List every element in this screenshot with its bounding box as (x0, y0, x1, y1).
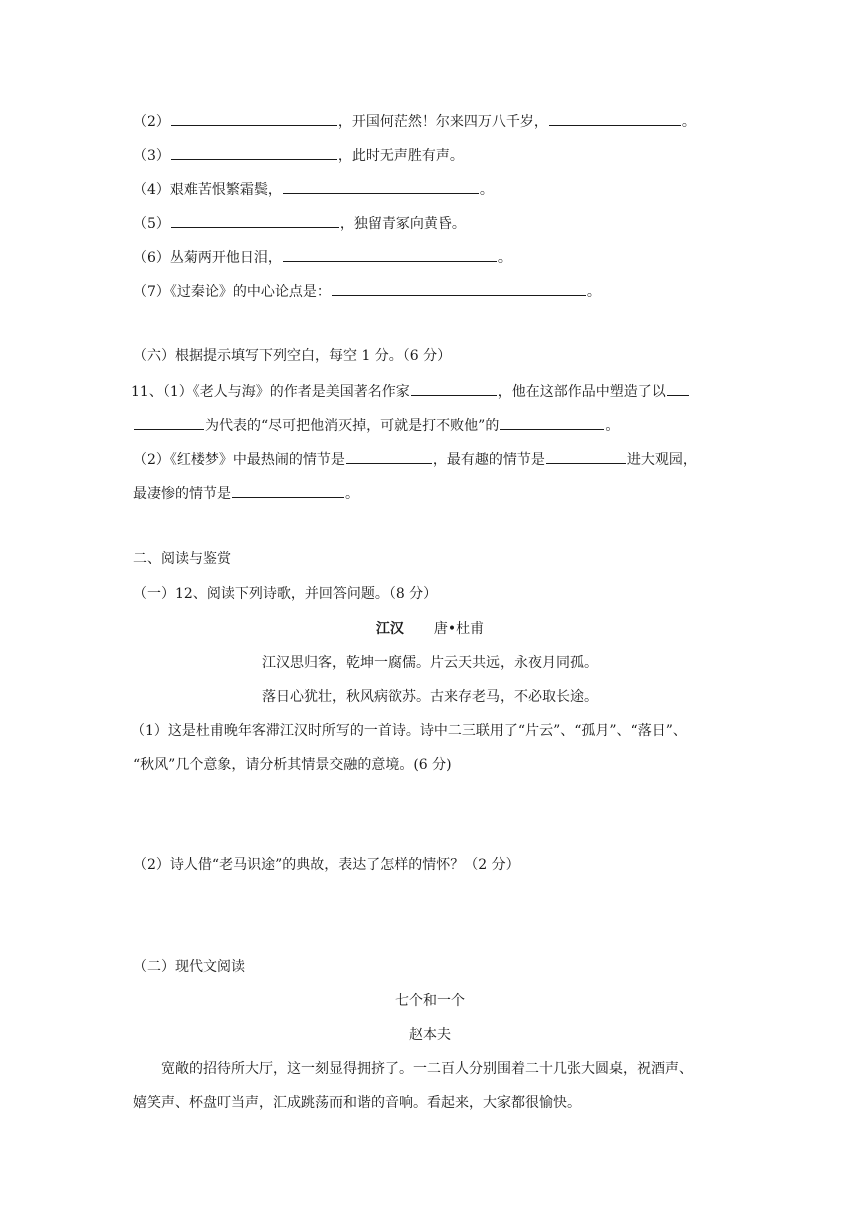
poem-line-2: 落日心犹壮，秋风病欲苏。古来存老马，不必取长途。 (262, 689, 598, 705)
q11-2-text-a: （2）《红楼梦》中最热闹的情节是 (133, 452, 345, 468)
poem-title-line (0, 619, 860, 639)
q11-part2-line2 (133, 483, 764, 504)
q4-text: （4）艰难苦恨繁霜鬓， (133, 182, 282, 198)
q3-number: （3） (133, 148, 170, 164)
part2-heading: 二、阅读与鉴赏 (133, 551, 231, 567)
answer-blank[interactable] (283, 179, 479, 194)
answer-blank[interactable] (411, 381, 497, 396)
answer-blank[interactable] (667, 381, 689, 396)
poem-title: 江汉 (375, 621, 404, 637)
poem-q1-line1: （1）这是杜甫晚年客滞江汉时所写的一首诗。诗中二三联用了“片云”、“孤月”、“落日”、 (131, 723, 687, 739)
section6-heading: （六）根据提示填写下列空白，每空 1 分。（6 分） (133, 348, 452, 364)
q11-text-a: 11、（1）《老人与海》的作者是美国著名作家 (131, 384, 410, 400)
answer-blank[interactable] (549, 111, 681, 126)
article-para1-line1: 宽敞的招待所大厅，这一刻显得拥挤了。一二百人分别围着二十几张大圆桌，祝酒声、 (161, 1061, 693, 1077)
q2-number: （2） (133, 114, 170, 130)
q11-part1-line1 (131, 381, 764, 402)
q11-text-b: ，他在这部作品中塑造了以 (497, 384, 666, 400)
answer-blank[interactable] (134, 415, 204, 430)
answer-blank[interactable] (232, 483, 344, 498)
fill-in-q3 (133, 145, 764, 166)
fill-in-q4 (133, 179, 764, 200)
fill-in-q2 (133, 111, 764, 132)
q11-2-end: 。 (345, 486, 359, 502)
q11-2-text-b: ，最有趣的情节是 (432, 452, 545, 468)
q2-text: ，开国何茫然！尔来四万八千岁， (337, 114, 548, 130)
q11-part1-line2 (133, 415, 764, 436)
poem-question: （一）12、阅读下列诗歌，并回答问题。（8 分） (133, 586, 438, 602)
fill-in-q5 (133, 213, 764, 234)
q7-end: 。 (586, 284, 601, 300)
q11-text-c: 为代表的“尽可把他消灭掉，可就是打不败他”的 (205, 418, 500, 434)
answer-blank[interactable] (171, 111, 337, 126)
q2-end: 。 (681, 114, 696, 130)
answer-blank[interactable] (546, 449, 626, 464)
poem-q2: （2）诗人借“老马识途”的典故，表达了怎样的情怀？（2 分） (133, 857, 520, 873)
modern-heading: （二）现代文阅读 (133, 959, 245, 975)
poem-author: 唐•杜甫 (433, 621, 485, 637)
q6-end: 。 (497, 250, 512, 266)
answer-blank[interactable] (332, 281, 586, 296)
poem-q1-line2: “秋风”几个意象，请分析其情景交融的意境。(6 分) (133, 757, 452, 773)
fill-in-q6 (133, 247, 764, 268)
poem-line-1: 江汉思归客，乾坤一腐儒。片云天共远，永夜月同孤。 (262, 655, 598, 671)
article-para1-line2: 嬉笑声、杯盘叮当声，汇成跳荡而和谐的音响。看起来，大家都很愉快。 (133, 1095, 581, 1111)
fill-in-q7 (133, 281, 764, 302)
q5-text: ，独留青冢向黄昏。 (339, 216, 466, 232)
answer-blank[interactable] (283, 247, 497, 262)
q7-text: （7）《过秦论》的中心论点是： (133, 284, 331, 300)
article-title: 七个和一个 (395, 993, 465, 1009)
answer-blank[interactable] (500, 415, 604, 430)
answer-blank[interactable] (171, 145, 337, 160)
q4-end: 。 (479, 182, 494, 198)
q3-text: ，此时无声胜有声。 (337, 148, 464, 164)
q11-2-text-c: 进大观园， (626, 452, 697, 468)
article-author: 赵本夫 (409, 1027, 451, 1043)
q5-number: （5） (133, 216, 170, 232)
q11-end: 。 (605, 418, 620, 434)
answer-blank[interactable] (346, 449, 432, 464)
answer-blank[interactable] (171, 213, 339, 228)
q11-part2-line1 (133, 449, 764, 470)
q11-2-text-d: 最凄惨的情节是 (133, 486, 231, 502)
q6-text: （6）丛菊两开他日泪， (133, 250, 282, 266)
